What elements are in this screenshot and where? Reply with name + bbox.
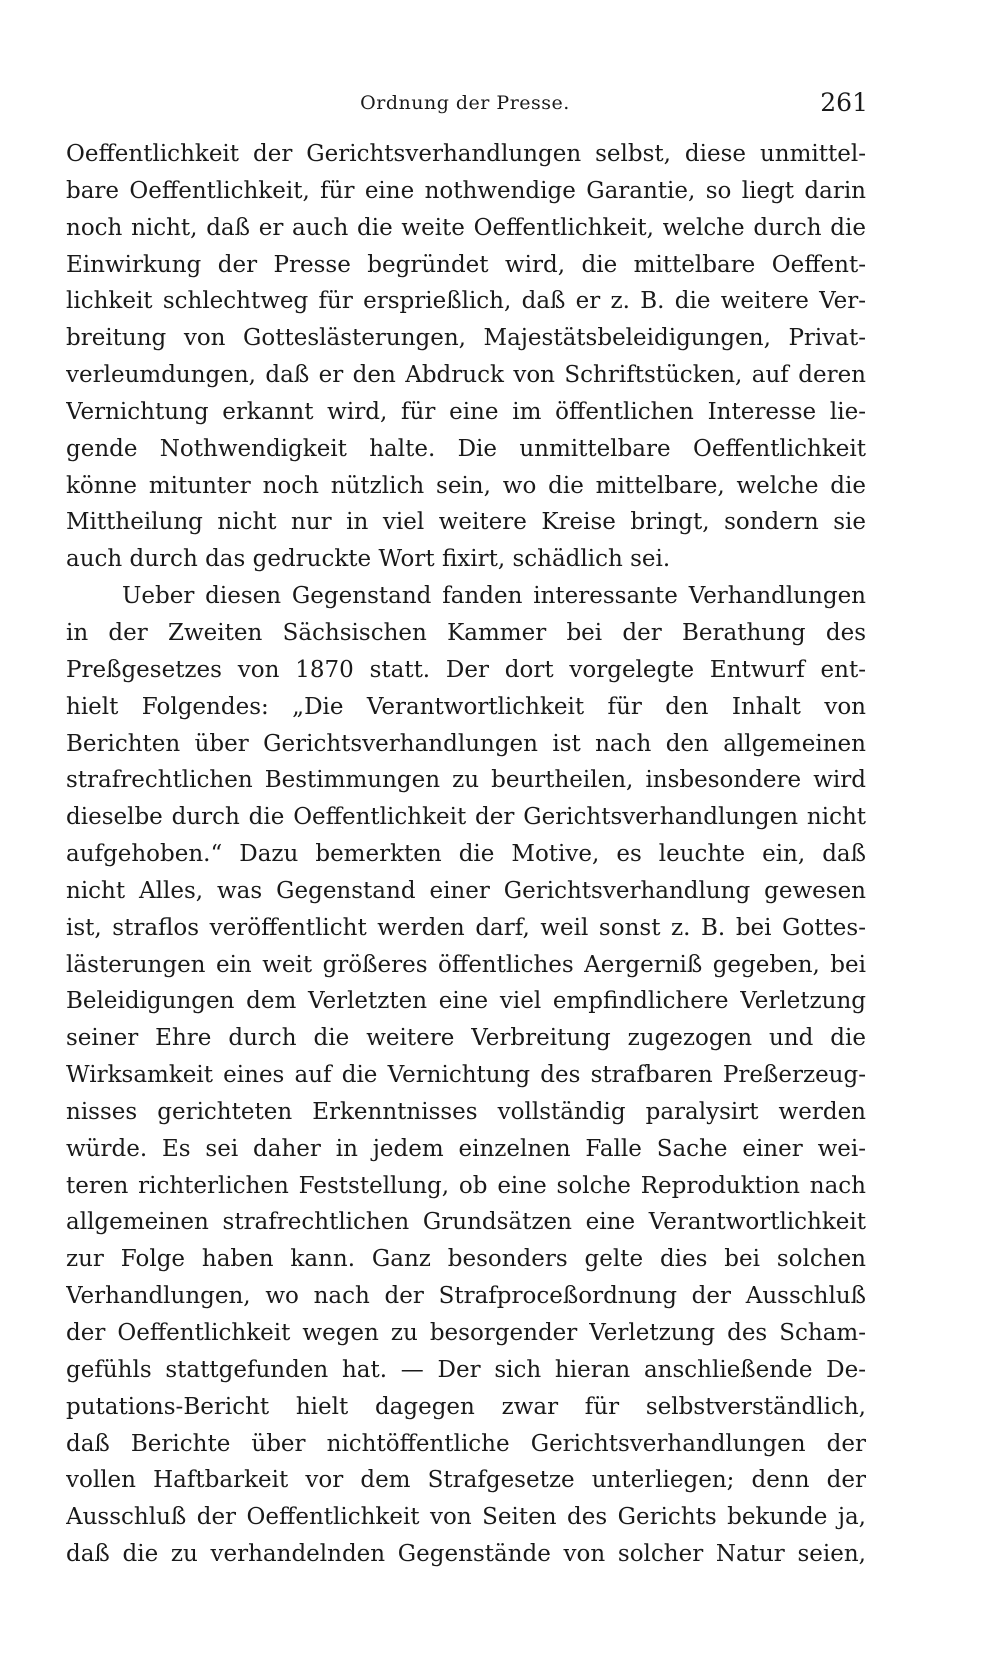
text-line: strafrechtlichen Bestimmungen zu beurtheilen, insbesondere wird xyxy=(66,767,866,794)
text-line: Wirksamkeit eines auf die Vernichtung des strafbaren Preßerzeug- xyxy=(66,1062,866,1089)
text-line: Vernichtung erkannt wird, für eine im öffentlichen Interesse lie- xyxy=(66,398,866,425)
text-line: noch nicht, daß er auch die weite Oeffentlichkeit, welche durch die xyxy=(66,214,866,241)
text-line: putations-Bericht hielt dagegen zwar für selbstverständlich, xyxy=(66,1393,866,1420)
text-line: gende Nothwendigkeit halte. Die unmittelbare Oeffentlichkeit xyxy=(66,435,866,462)
text-line: aufgehoben.“ Dazu bemerkten die Motive, es leuchte ein, daß xyxy=(66,841,866,868)
text-line: teren richterlichen Feststellung, ob eine solche Reproduktion nach xyxy=(66,1172,866,1199)
text-line: dieselbe durch die Oeffentlichkeit der Gerichtsverhandlungen nicht xyxy=(66,804,866,831)
text-line: lichkeit schlechtweg für ersprießlich, daß er z. B. die weitere Ver- xyxy=(66,288,866,315)
text-line: vollen Haftbarkeit vor dem Strafgesetze unterliegen; denn der xyxy=(66,1467,866,1494)
text-line: ist, straflos veröffentlicht werden darf, weil sonst z. B. bei Gottes- xyxy=(66,914,866,941)
text-line: lästerungen ein weit größeres öffentliches Aergerniß gegeben, bei xyxy=(66,951,866,978)
text-line: allgemeinen strafrechtlichen Grundsätzen eine Verantwortlichkeit xyxy=(66,1209,866,1236)
body-text xyxy=(66,136,866,1573)
text-line: nisses gerichteten Erkenntnisses vollständig paralysirt werden xyxy=(66,1098,866,1125)
text-line: daß die zu verhandelnden Gegenstände von solcher Natur seien, xyxy=(66,1541,866,1568)
text-line: Oeffentlichkeit der Gerichtsverhandlungen selbst, diese unmittel- xyxy=(66,141,866,167)
text-line: breitung von Gotteslästerungen, Majestätsbeleidigungen, Privat- xyxy=(66,325,866,352)
text-line: daß Berichte über nichtöffentliche Gerichtsverhandlungen der xyxy=(66,1430,866,1457)
text-line: zur Folge haben kann. Ganz besonders gelte dies bei solchen xyxy=(66,1246,866,1273)
text-line: Preßgesetzes von 1870 statt. Der dort vorgelegte Entwurf ent- xyxy=(66,656,866,683)
text-line: Ueber diesen Gegenstand fanden interessante Verhandlungen xyxy=(122,583,866,610)
running-title: Ordnung der Presse. xyxy=(360,92,570,114)
text-line: Ausschluß der Oeffentlichkeit von Seiten des Gerichts bekunde ja, xyxy=(66,1504,866,1531)
page-number: 261 xyxy=(820,88,868,117)
text-line: in der Zweiten Sächsischen Kammer bei der Berathung des xyxy=(66,619,866,646)
text-line: Mittheilung nicht nur in viel weitere Kreise bringt, sondern sie xyxy=(66,509,866,536)
text-line: der Oeffentlichkeit wegen zu besorgender Verletzung des Scham- xyxy=(66,1320,866,1346)
text-line: hielt Folgendes: „Die Verantwortlichkeit für den Inhalt von xyxy=(66,693,866,720)
text-line: nicht Alles, was Gegenstand einer Gerichtsverhandlung gewesen xyxy=(66,877,866,904)
text-line: Verhandlungen, wo nach der Strafproceßordnung der Ausschluß xyxy=(66,1283,866,1310)
text-line: seiner Ehre durch die weitere Verbreitung zugezogen und die xyxy=(66,1025,866,1052)
text-line: würde. Es sei daher in jedem einzelnen Falle Sache einer wei- xyxy=(66,1135,866,1162)
running-head xyxy=(62,88,868,128)
text-line: verleumdungen, daß er den Abdruck von Schriftstücken, auf deren xyxy=(66,362,866,389)
text-line: gefühls stattgefunden hat. — Der sich hieran anschließende De- xyxy=(66,1356,866,1383)
text-line: auch durch das gedruckte Wort fixirt, schädlich sei. xyxy=(66,546,671,573)
text-line: könne mitunter noch nützlich sein, wo die mittelbare, welche die xyxy=(66,472,866,499)
text-line: Berichten über Gerichtsverhandlungen ist nach den allgemeinen xyxy=(66,730,866,757)
text-line: Einwirkung der Presse begründet wird, die mittelbare Oeffent- xyxy=(66,251,866,278)
text-line: bare Oeffentlichkeit, für eine nothwendige Garantie, so liegt darin xyxy=(66,177,866,204)
text-line: Beleidigungen dem Verletzten eine viel empfindlichere Verletzung xyxy=(66,988,866,1015)
